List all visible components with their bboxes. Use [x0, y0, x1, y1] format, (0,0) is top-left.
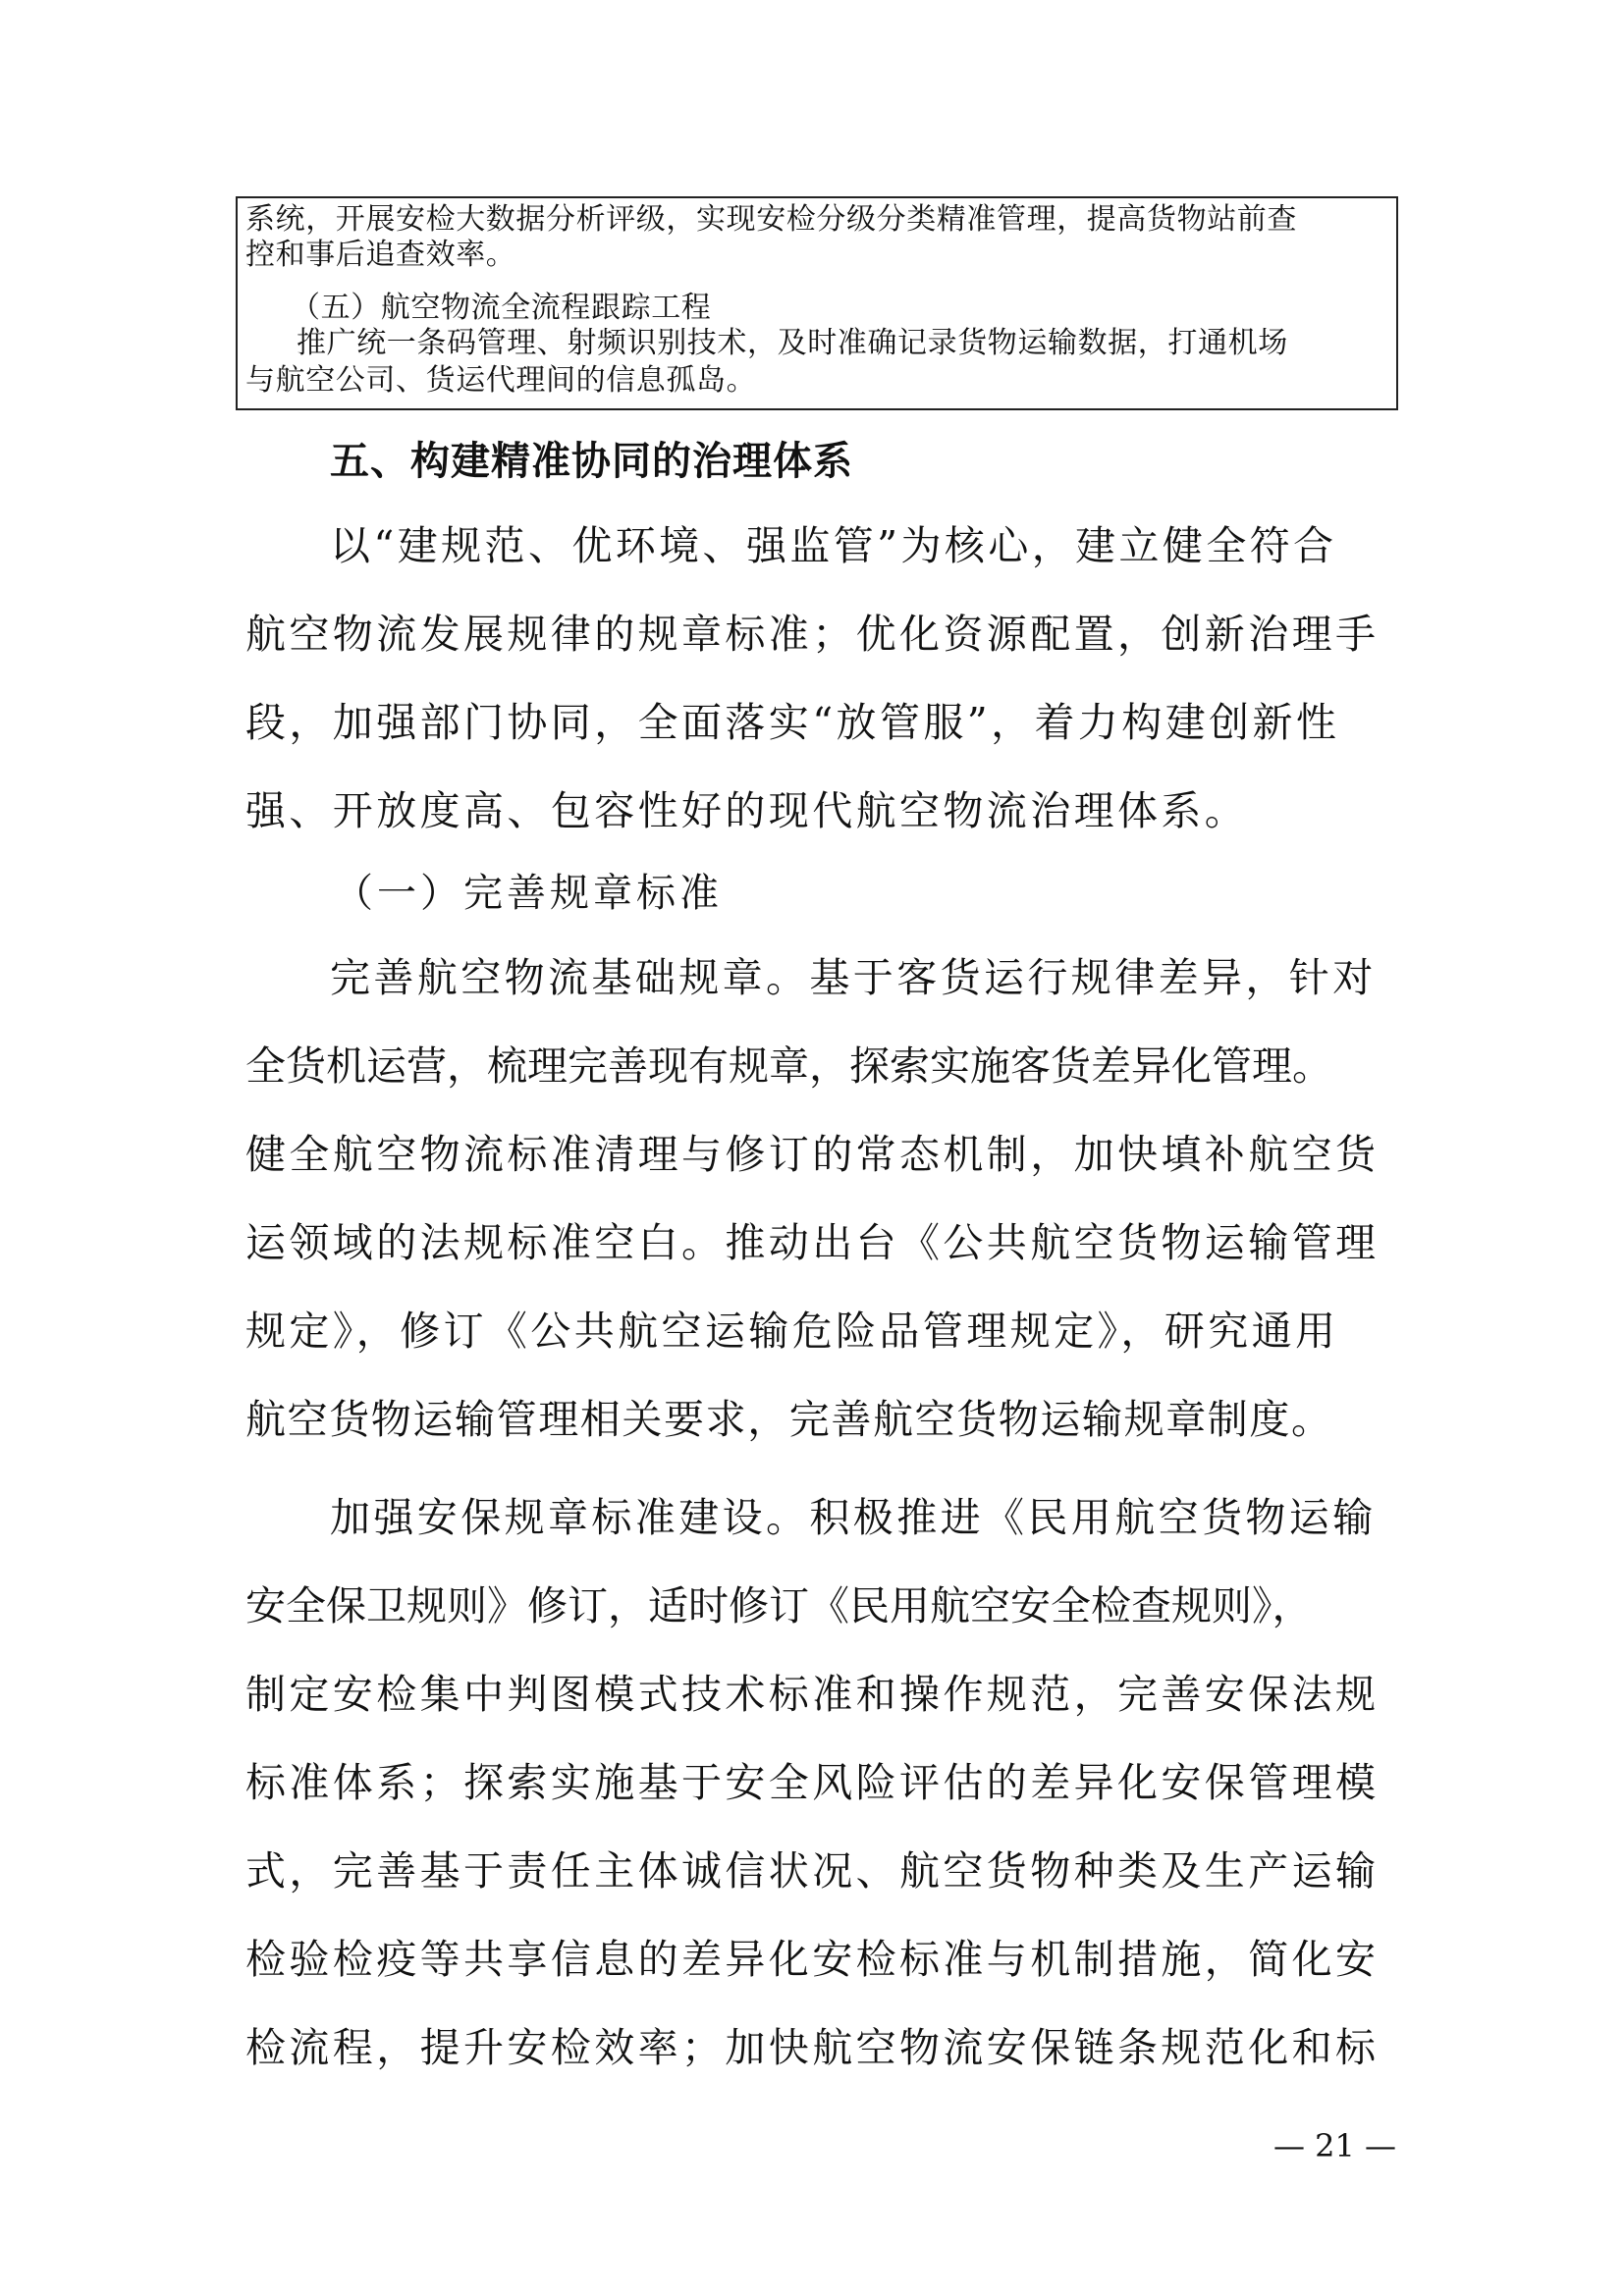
boxed-excerpt: [236, 196, 1398, 410]
paragraph-line: 强、开放度高、包容性好的现代航空物流治理体系。: [245, 787, 1249, 834]
paragraph-line: 标准体系；探索实施基于安全风险评估的差异化安保管理模: [245, 1759, 1380, 1806]
paragraph-line: 检流程，提升安检效率；加快航空物流安保链条规范化和标: [245, 2024, 1380, 2071]
box-line: 推广统一条码管理、射频识别技术，及时准确记录货物运输数据，打通机场: [297, 326, 1288, 360]
paragraph-line: 健全航空物流标准清理与修订的常态机制，加快填补航空货: [245, 1131, 1380, 1178]
paragraph-line: 运领域的法规标准空白。推动出台《公共航空货物运输管理: [245, 1219, 1380, 1266]
box-line: 系统，开展安检大数据分析评级，实现安检分级分类精准管理，提高货物站前查: [245, 202, 1297, 237]
subsection-heading: （一）完善规章标准: [334, 871, 723, 916]
paragraph-line: 规定》，修订《公共航空运输危险品管理规定》，研究通用: [245, 1308, 1339, 1355]
paragraph-line: 检验检疫等共享信息的差异化安检标准与机制措施，简化安: [245, 1936, 1380, 1983]
paragraph-line: 以“建规范、优环境、强监管”为核心，建立健全符合: [330, 522, 1337, 569]
paragraph-line: 完善航空物流基础规章。基于客货运行规律差异，针对: [330, 954, 1377, 1001]
page-number: — 21 —: [1272, 2127, 1396, 2164]
paragraph-line: 安全保卫规则》修订，适时修订《民用航空安全检查规则》，: [245, 1582, 1313, 1629]
paragraph-line: 加强安保规章标准建设。积极推进《民用航空货物运输: [330, 1494, 1377, 1541]
paragraph-line: 航空物流发展规律的规章标准；优化资源配置，创新治理手: [245, 611, 1380, 658]
paragraph-line: 航空货物运输管理相关要求，完善航空货物运输规章制度。: [245, 1396, 1333, 1443]
box-line: 与航空公司、货运代理间的信息孤岛。: [245, 363, 757, 398]
paragraph-line: 制定安检集中判图模式技术标准和操作规范，完善安保法规: [245, 1671, 1380, 1718]
box-line: 控和事后追查效率。: [245, 238, 516, 272]
section-heading: 五、构建精准协同的治理体系: [330, 439, 853, 484]
paragraph-line: 全货机运营，梳理完善现有规章，探索实施客货差异化管理。: [245, 1042, 1332, 1090]
paragraph-line: 段，加强部门协同，全面落实“放管服”，着力构建创新性: [245, 699, 1340, 746]
paragraph-line: 式，完善基于责任主体诚信状况、航空货物种类及生产运输: [245, 1847, 1380, 1895]
box-subheading: （五）航空物流全流程跟踪工程: [291, 291, 712, 325]
